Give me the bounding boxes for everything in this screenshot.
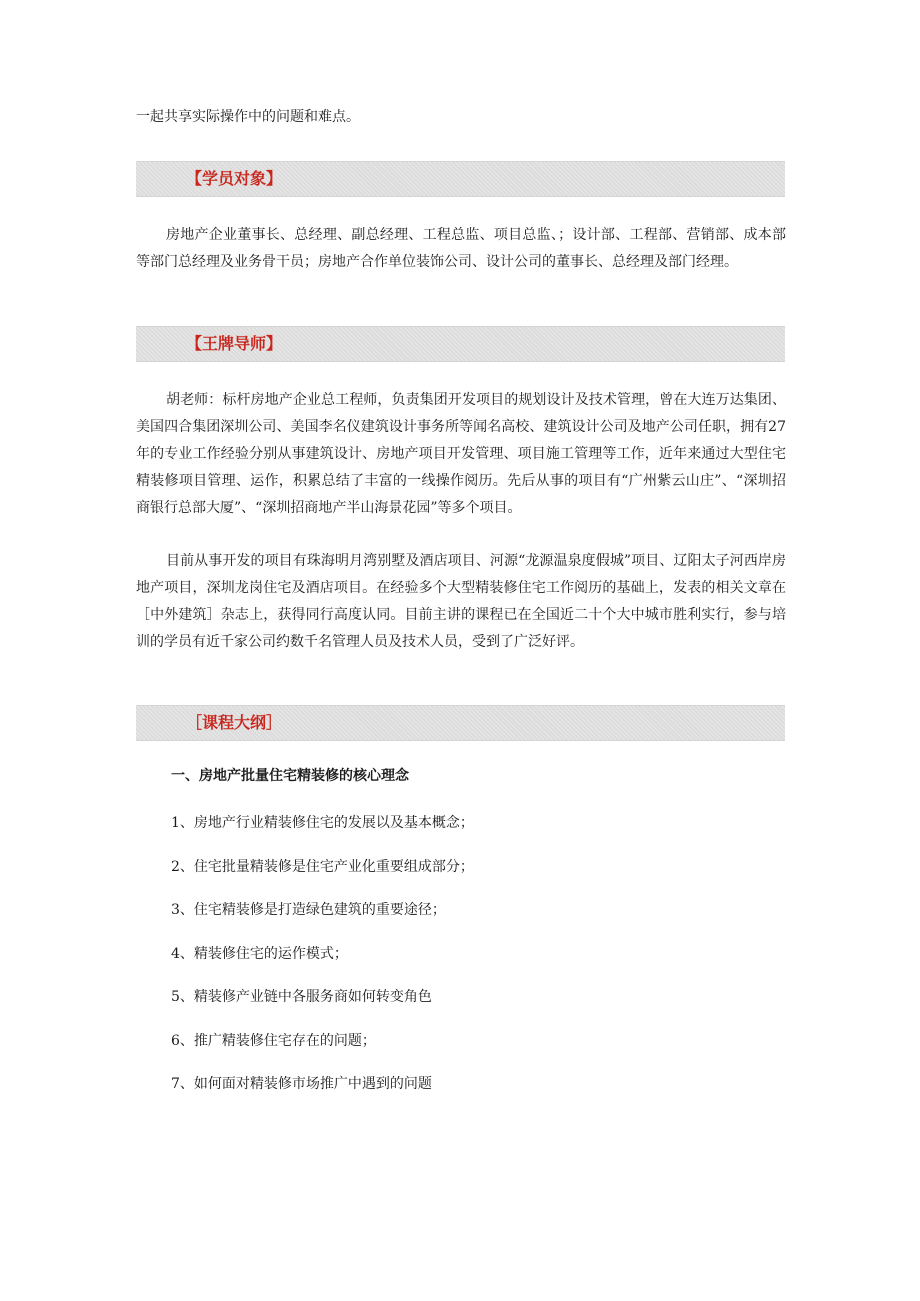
outline-item: 1、房地产行业精装修住宅的发展以及基本概念； <box>171 815 474 831</box>
instructor-paragraph-1: 胡老师：标杆房地产企业总工程师，负责集团开发项目的规划设计及技术管理，曾在大连万达集团、美国四合集团深圳公司、美国李名仪建筑设计事务所等闻名高校、建筑设计公司及地产公司任职，拥有27年的专业工作经验分别从事建筑设计、房地产项目开发管理、项目施工管理等工作，近年来通过大型住宅精装修项目管理、运作，积累总结了丰富的一线操作阅历。先后从事的项目有“广州紫云山庄”、“深圳招商银行总部大厦”、“深圳招商地产半山海景花园”等多个项目。 <box>136 392 786 516</box>
outline-item: 4、精装修住宅的运作模式； <box>171 945 348 962</box>
outline-item: 6、推广精装修住宅存在的问题； <box>171 1032 376 1049</box>
outline-item: 5、精装修产业链中各服务商如何转变角色 <box>171 989 432 1005</box>
audience-paragraph: 房地产企业董事长、总经理、副总经理、工程总监、项目总监、；设计部、工程部、营销部、成本部等部门总经理及业务骨干员；房地产合作单位装饰公司、设计公司的董事长、总经理及部门经理。 <box>136 227 786 270</box>
section-bar-outline <box>136 705 785 741</box>
outline-heading: 一、房地产批量住宅精装修的核心理念 <box>171 768 409 784</box>
section-title-audience: 【学员对象】 <box>186 169 283 188</box>
outline-item: 2、住宅批量精装修是住宅产业化重要组成部分； <box>171 858 474 875</box>
intro-line: 一起共享实际操作中的问题和难点。 <box>136 109 360 125</box>
outline-list <box>171 813 474 1118</box>
instructor-paragraph-2: 目前从事开发的项目有珠海明月湾别墅及酒店项目、河源“龙源温泉度假城”项目、辽阳太子河西岸房地产项目，深圳龙岗住宅及酒店项目。在经验多个大型精装修住宅工作阅历的基础上，发表的相关文章在［中外建筑］杂志上，获得同行高度认同。目前主讲的课程已在全国近二十个大中城市胜利实行，参与培训的学员有近千家公司约数千名管理人员及技术人员，受到了广泛好评。 <box>136 553 786 650</box>
section-bar-audience <box>136 161 785 197</box>
outline-item: 3、住宅精装修是打造绿色建筑的重要途径； <box>171 902 446 918</box>
section-bar-instructor <box>136 326 785 362</box>
section-title-instructor: 【王牌导师】 <box>186 334 283 353</box>
outline-item: 7、如何面对精装修市场推广中遇到的问题 <box>171 1076 432 1092</box>
section-title-outline: ［课程大纲］ <box>186 713 283 732</box>
